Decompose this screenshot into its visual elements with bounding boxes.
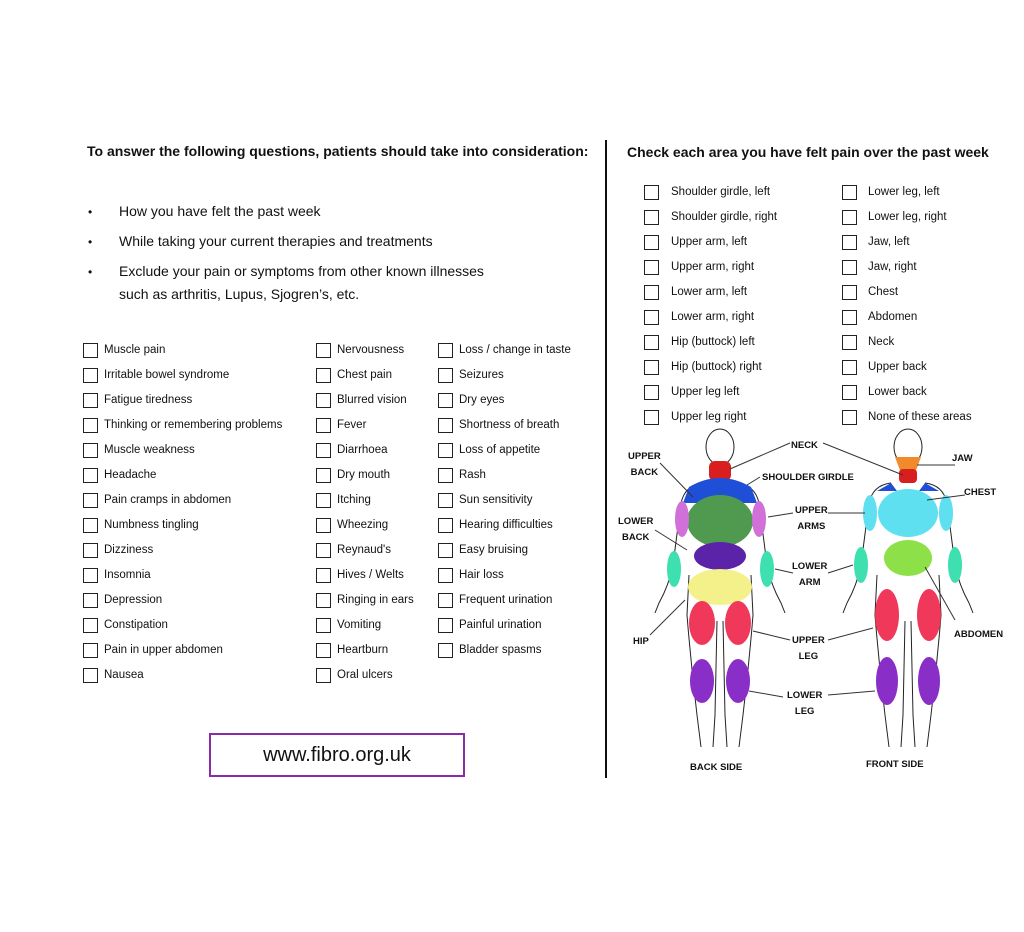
checkbox-label: Dry mouth (337, 469, 391, 481)
bullet-dot: • (88, 205, 93, 219)
checkbox-label: Lower leg, left (868, 186, 940, 198)
checkbox[interactable] (316, 543, 331, 558)
front-lower-arm-right (948, 547, 962, 583)
checkbox[interactable] (438, 518, 453, 533)
checkbox-label: Neck (868, 336, 895, 348)
checkbox-label: Nausea (104, 669, 144, 681)
checkbox[interactable] (316, 618, 331, 633)
section-divider (605, 140, 607, 778)
label-upper-leg: UPPER LEG (792, 635, 825, 662)
checkbox-label: Pain cramps in abdomen (104, 494, 232, 506)
checkbox[interactable] (644, 310, 659, 325)
checkbox-label: Pain in upper abdomen (104, 644, 223, 656)
checkbox[interactable] (438, 343, 453, 358)
checkbox-label: Lower back (868, 386, 927, 398)
checkbox[interactable] (83, 568, 98, 583)
lower-back-region (694, 542, 746, 570)
checkbox-label: Rash (459, 469, 486, 481)
checkbox-label: Fatigue tiredness (104, 394, 193, 406)
checkbox[interactable] (83, 418, 98, 433)
checkbox-label: Abdomen (868, 311, 918, 323)
checkbox-label: Upper back (868, 361, 927, 373)
label-jaw: JAW (952, 453, 973, 464)
checkbox-label: Sun sensitivity (459, 494, 533, 506)
checkbox-label: Dizziness (104, 544, 154, 556)
front-neck-region (899, 469, 917, 483)
checkbox-label: Jaw, left (868, 236, 910, 248)
checkbox-label: Muscle pain (104, 344, 166, 356)
checkbox-label: Wheezing (337, 519, 389, 531)
checkbox-label: Shoulder girdle, left (671, 186, 771, 198)
bullet-text: How you have felt the past week (119, 203, 321, 219)
checkbox-label: Blurred vision (337, 394, 407, 406)
checkbox-label: Hip (buttock) left (671, 336, 755, 348)
checkbox-label: Shoulder girdle, right (671, 211, 778, 223)
checkbox-label: Chest pain (337, 369, 392, 381)
checkbox-label: Hair loss (459, 569, 504, 581)
checkbox-label: Diarrhoea (337, 444, 388, 456)
checkbox-label: Frequent urination (459, 594, 553, 606)
checkbox[interactable] (438, 543, 453, 558)
label-hip: HIP (633, 636, 649, 647)
checkbox[interactable] (83, 543, 98, 558)
front-upper-leg-right (917, 589, 941, 641)
checkbox[interactable] (438, 468, 453, 483)
checkbox-label: Vomiting (337, 619, 382, 631)
checkbox-label: Depression (104, 594, 163, 606)
left-heading: To answer the following questions, patients should take into consideration: (87, 143, 589, 159)
lower-arm-right (760, 551, 774, 587)
upper-leg-right (725, 601, 751, 645)
checkbox[interactable] (438, 368, 453, 383)
checkbox[interactable] (316, 668, 331, 683)
checkbox-label: Loss / change in taste (459, 344, 571, 356)
checkbox[interactable] (842, 385, 857, 400)
checkbox-label: Reynaud's (337, 544, 391, 556)
lower-arm-left (667, 551, 681, 587)
upper-arm-left (675, 501, 689, 537)
website-url: www.fibro.org.uk (263, 743, 411, 766)
checkbox[interactable] (83, 668, 98, 683)
checkbox[interactable] (842, 185, 857, 200)
checkbox[interactable] (644, 385, 659, 400)
checkbox[interactable] (83, 518, 98, 533)
label-shoulder-girdle: SHOULDER GIRDLE (762, 472, 854, 483)
checkbox-label: Painful urination (459, 619, 542, 631)
hip-region (688, 569, 752, 605)
checkbox-label: Lower leg, right (868, 211, 947, 223)
label-upper-arms: UPPER ARMS (795, 505, 828, 532)
checkbox-label: Headache (104, 469, 157, 481)
checkbox[interactable] (842, 410, 857, 425)
front-lower-leg-left (876, 657, 898, 705)
checkbox[interactable] (438, 443, 453, 458)
checkbox[interactable] (316, 493, 331, 508)
checkbox-label: Irritable bowel syndrome (104, 369, 230, 381)
label-chest: CHEST (964, 487, 997, 498)
upper-back-region (687, 495, 753, 547)
checkbox[interactable] (644, 185, 659, 200)
checkbox[interactable] (83, 468, 98, 483)
checkbox-label: Constipation (104, 619, 168, 631)
label-lower-arm: LOWER ARM (792, 561, 828, 588)
checkbox[interactable] (842, 335, 857, 350)
checkbox[interactable] (438, 418, 453, 433)
checkbox[interactable] (438, 393, 453, 408)
checkbox[interactable] (644, 335, 659, 350)
checkbox-label: Chest (868, 286, 899, 298)
checkbox[interactable] (644, 235, 659, 250)
bullet-text: While taking your current therapies and treatments (119, 233, 433, 249)
checkbox[interactable] (83, 443, 98, 458)
checkbox-label: Oral ulcers (337, 669, 393, 681)
checkbox[interactable] (438, 593, 453, 608)
checkbox[interactable] (83, 343, 98, 358)
checkbox-label: Hearing difficulties (459, 519, 553, 531)
bullet-dot: • (88, 265, 93, 279)
checkbox-label: Upper arm, right (671, 261, 755, 273)
front-upper-leg-left (875, 589, 899, 641)
checkbox-label: Lower arm, right (671, 311, 755, 323)
checkbox-label: Upper leg left (671, 386, 740, 398)
checkbox[interactable] (644, 360, 659, 375)
checkbox[interactable] (644, 260, 659, 275)
checkbox[interactable] (438, 643, 453, 658)
checkbox[interactable] (83, 393, 98, 408)
checkbox[interactable] (316, 518, 331, 533)
checkbox-label: Nervousness (337, 344, 405, 356)
bullet-dot: • (88, 235, 93, 249)
checkbox[interactable] (842, 285, 857, 300)
label-lower-back: LOWER BACK (618, 516, 654, 543)
checkbox-label: None of these areas (868, 411, 972, 423)
checkbox[interactable] (83, 643, 98, 658)
checkbox[interactable] (316, 443, 331, 458)
checkbox[interactable] (316, 418, 331, 433)
label-front-side: FRONT SIDE (866, 759, 924, 770)
abdomen-region (884, 540, 932, 576)
checkbox[interactable] (842, 360, 857, 375)
checkbox[interactable] (316, 568, 331, 583)
checkbox-label: Fever (337, 419, 367, 431)
lower-leg-right (726, 659, 750, 703)
label-neck: NECK (791, 440, 818, 451)
checkbox[interactable] (83, 493, 98, 508)
checkbox[interactable] (83, 618, 98, 633)
upper-leg-left (689, 601, 715, 645)
checkbox-label: Loss of appetite (459, 444, 541, 456)
checkbox-label: Lower arm, left (671, 286, 748, 298)
checkbox-label: Dry eyes (459, 394, 505, 406)
checkbox[interactable] (316, 468, 331, 483)
checkbox[interactable] (316, 643, 331, 658)
checkbox-label: Upper arm, left (671, 236, 748, 248)
checkbox-label: Thinking or remembering problems (104, 419, 283, 431)
label-abdomen: ABDOMEN (954, 629, 1004, 640)
checkbox[interactable] (316, 368, 331, 383)
checkbox-label: Hip (buttock) right (671, 361, 762, 373)
checkbox-label: Muscle weakness (104, 444, 195, 456)
checkbox[interactable] (842, 260, 857, 275)
label-lower-leg: LOWER LEG (787, 690, 823, 717)
label-upper-back: UPPER BACK (628, 451, 661, 478)
checkbox[interactable] (644, 285, 659, 300)
website-url-box (209, 733, 465, 777)
front-upper-arm-right (939, 495, 953, 531)
bullet-text: Exclude your pain or symptoms from other known illnesses (119, 263, 484, 279)
checkbox[interactable] (316, 343, 331, 358)
checkbox-label: Heartburn (337, 644, 389, 656)
checkbox[interactable] (842, 210, 857, 225)
front-lower-leg-right (918, 657, 940, 705)
checkbox-label: Shortness of breath (459, 419, 560, 431)
checkbox-label: Itching (337, 494, 371, 506)
checkbox-label: Numbness tingling (104, 519, 199, 531)
checkbox-label: Easy bruising (459, 544, 529, 556)
checkbox-label: Hives / Welts (337, 569, 404, 581)
upper-arm-right (752, 501, 766, 537)
label-back-side: BACK SIDE (690, 762, 743, 773)
checkbox[interactable] (316, 393, 331, 408)
checkbox[interactable] (438, 618, 453, 633)
checkbox[interactable] (438, 568, 453, 583)
checkbox[interactable] (842, 310, 857, 325)
checkbox-label: Bladder spasms (459, 644, 542, 656)
front-lower-arm-left (854, 547, 868, 583)
checkbox-label: Insomnia (104, 569, 151, 581)
checkbox[interactable] (316, 593, 331, 608)
checkbox[interactable] (644, 410, 659, 425)
right-heading: Check each area you have felt pain over the past week (627, 144, 989, 160)
checkbox[interactable] (644, 210, 659, 225)
lower-leg-left (690, 659, 714, 703)
checkbox-label: Jaw, right (868, 261, 917, 273)
checkbox-label: Upper leg right (671, 411, 747, 423)
checkbox[interactable] (842, 235, 857, 250)
checkbox[interactable] (83, 368, 98, 383)
front-upper-arm-left (863, 495, 877, 531)
checkbox-label: Ringing in ears (337, 594, 414, 606)
chest-region (878, 489, 938, 537)
checkbox[interactable] (438, 493, 453, 508)
checkbox-label: Seizures (459, 369, 504, 381)
bullet-text: such as arthritis, Lupus, Sjogren’s, etc. (119, 286, 360, 302)
checkbox[interactable] (83, 593, 98, 608)
